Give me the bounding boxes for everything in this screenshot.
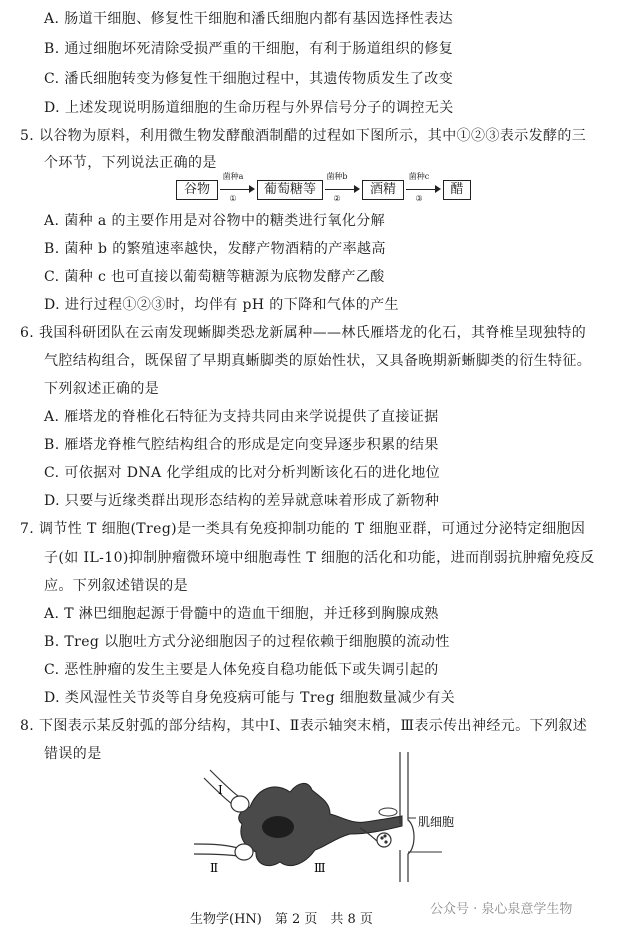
axon-terminal-i	[210, 770, 238, 796]
q4-option-a: A. 肠道干细胞、修复性干细胞和潘氏细胞内都有基因选择性表达	[44, 11, 454, 27]
fermentation-flow-diagram	[172, 172, 472, 206]
flow-arrow3-label-top: 菌种c	[408, 172, 430, 181]
watermark: 公众号 · 泉心泉意学生物	[430, 902, 573, 917]
q7-option-c: C. 恶性肿瘤的发生主要是人体免疫自稳功能低下或失调引起的	[44, 662, 439, 678]
q5-option-a: A. 菌种 a 的主要作用是对谷物中的糖类进行氧化分解	[44, 213, 386, 229]
flow-arrow2-label-top: 菌种b	[326, 172, 348, 181]
label-axon-terminal-ii: Ⅱ	[210, 861, 219, 875]
q5-option-b: B. 菌种 b 的繁殖速率越快，发酵产物酒精的产率越高	[44, 241, 386, 257]
page-footer: 生物学(HN) 第 2 页 共 8 页	[190, 912, 373, 927]
q7-stem-line2: 子(如 IL-10)抑制肿瘤微环境中细胞毒性 T 细胞的活化和功能，进而削弱抗肿瘤免疫反	[44, 550, 595, 566]
vesicle	[384, 840, 387, 843]
q7-option-a: A. T 淋巴细胞起源于骨髓中的造血干细胞，并迁移到胸腺成熟	[44, 606, 439, 622]
flow-arrow2-head	[354, 185, 360, 193]
reflex-arc-figure	[180, 752, 460, 882]
q6-option-b: B. 雁塔龙脊椎气腔结构组合的形成是定向变异逐步积累的结果	[44, 437, 439, 453]
q4-option-b: B. 通过细胞坏死清除受损严重的干细胞，有利于肠道组织的修复	[44, 41, 454, 57]
label-muscle-cell: 肌细胞	[418, 815, 455, 829]
q5-stem-line2: 个环节，下列说法正确的是	[44, 155, 217, 171]
flow-arrow1-line	[220, 189, 250, 190]
axon-terminal-ii-lower	[194, 854, 238, 856]
q6-option-d: D. 只要与近缘类群出现形态结构的差异就意味着形成了新物种	[44, 493, 440, 509]
flow-arrow2-label-bottom: ②	[333, 194, 341, 203]
neuron-nucleus	[262, 816, 294, 838]
q6-option-a: A. 雁塔龙的脊椎化石特征为支持共同由来学说提供了直接证据	[44, 409, 439, 425]
q8-stem-line2: 错误的是	[44, 746, 102, 762]
flow-box-alcohol: 酒精	[362, 180, 404, 200]
q7-stem-line1: 7. 调节性 T 细胞(Treg)是一类具有免疫抑制功能的 T 细胞亚群，可通过分泌特定细胞因	[20, 521, 586, 537]
q7-option-d: D. 类风湿性关节炎等自身免疫病可能与 Treg 细胞数量减少有关	[44, 690, 456, 706]
q5-stem-line1: 5. 以谷物为原料，利用微生物发酵酿酒制醋的过程如下图所示，其中①②③表示发酵的三	[20, 128, 587, 144]
q7-option-b: B. Treg 以胞吐方式分泌细胞因子的过程依赖于细胞膜的流动性	[44, 634, 450, 650]
q5-option-d: D. 进行过程①②③时，均伴有 pH 的下降和气体的产生	[44, 297, 399, 313]
receptor-patch	[379, 808, 397, 816]
q5-option-c: C. 菌种 c 也可直接以葡萄糖等糖源为底物发酵产乙酸	[44, 269, 385, 285]
flow-arrow3-head	[435, 185, 441, 193]
label-motor-neuron-iii: Ⅲ	[314, 861, 326, 875]
label-axon-terminal-i: Ⅰ	[218, 783, 223, 797]
flow-box-glucose: 葡萄糖等	[257, 180, 323, 200]
q6-option-c: C. 可依据对 DNA 化学组成的比对分析判断该化石的进化地位	[44, 465, 440, 481]
flow-arrow2-line	[325, 189, 355, 190]
q6-stem-line3: 下列叙述正确的是	[44, 381, 160, 397]
q8-stem-line1: 8. 下图表示某反射弧的部分结构，其中Ⅰ、Ⅱ表示轴突末梢，Ⅲ表示传出神经元。下列叙述	[20, 718, 588, 734]
muscle-membrane-inner	[408, 752, 414, 882]
flow-arrow1-label-top: 菌种a	[222, 172, 244, 181]
flow-box-grain: 谷物	[176, 180, 218, 200]
flow-arrow3-line	[406, 189, 436, 190]
axon-terminal-i-bulb	[231, 796, 249, 812]
q6-stem-line1: 6. 我国科研团队在云南发现蜥脚类恐龙新属种——林氏雁塔龙的化石，其脊椎呈现独特的	[20, 325, 587, 341]
q4-option-c: C. 潘氏细胞转变为修复性干细胞过程中，其遗传物质发生了改变	[44, 71, 454, 87]
axon-terminal-ii	[194, 844, 238, 848]
q6-stem-line2: 气腔结构组合，既保留了早期真蜥脚类的原始性状，又具备晚期新蜥脚类的衍生特征。	[44, 353, 592, 369]
vesicle	[380, 836, 383, 839]
vesicle	[383, 834, 386, 837]
flow-box-vinegar: 醋	[443, 180, 471, 200]
q4-option-d: D. 上述发现说明肠道细胞的生命历程与外界信号分子的调控无关	[44, 100, 454, 116]
axon-terminal-ii-bulb	[235, 844, 253, 860]
flow-arrow3-label-bottom: ③	[415, 194, 423, 203]
flow-arrow1-head	[249, 185, 255, 193]
q7-stem-line3: 应。下列叙述错误的是	[44, 578, 188, 594]
flow-arrow1-label-bottom: ①	[229, 194, 237, 203]
